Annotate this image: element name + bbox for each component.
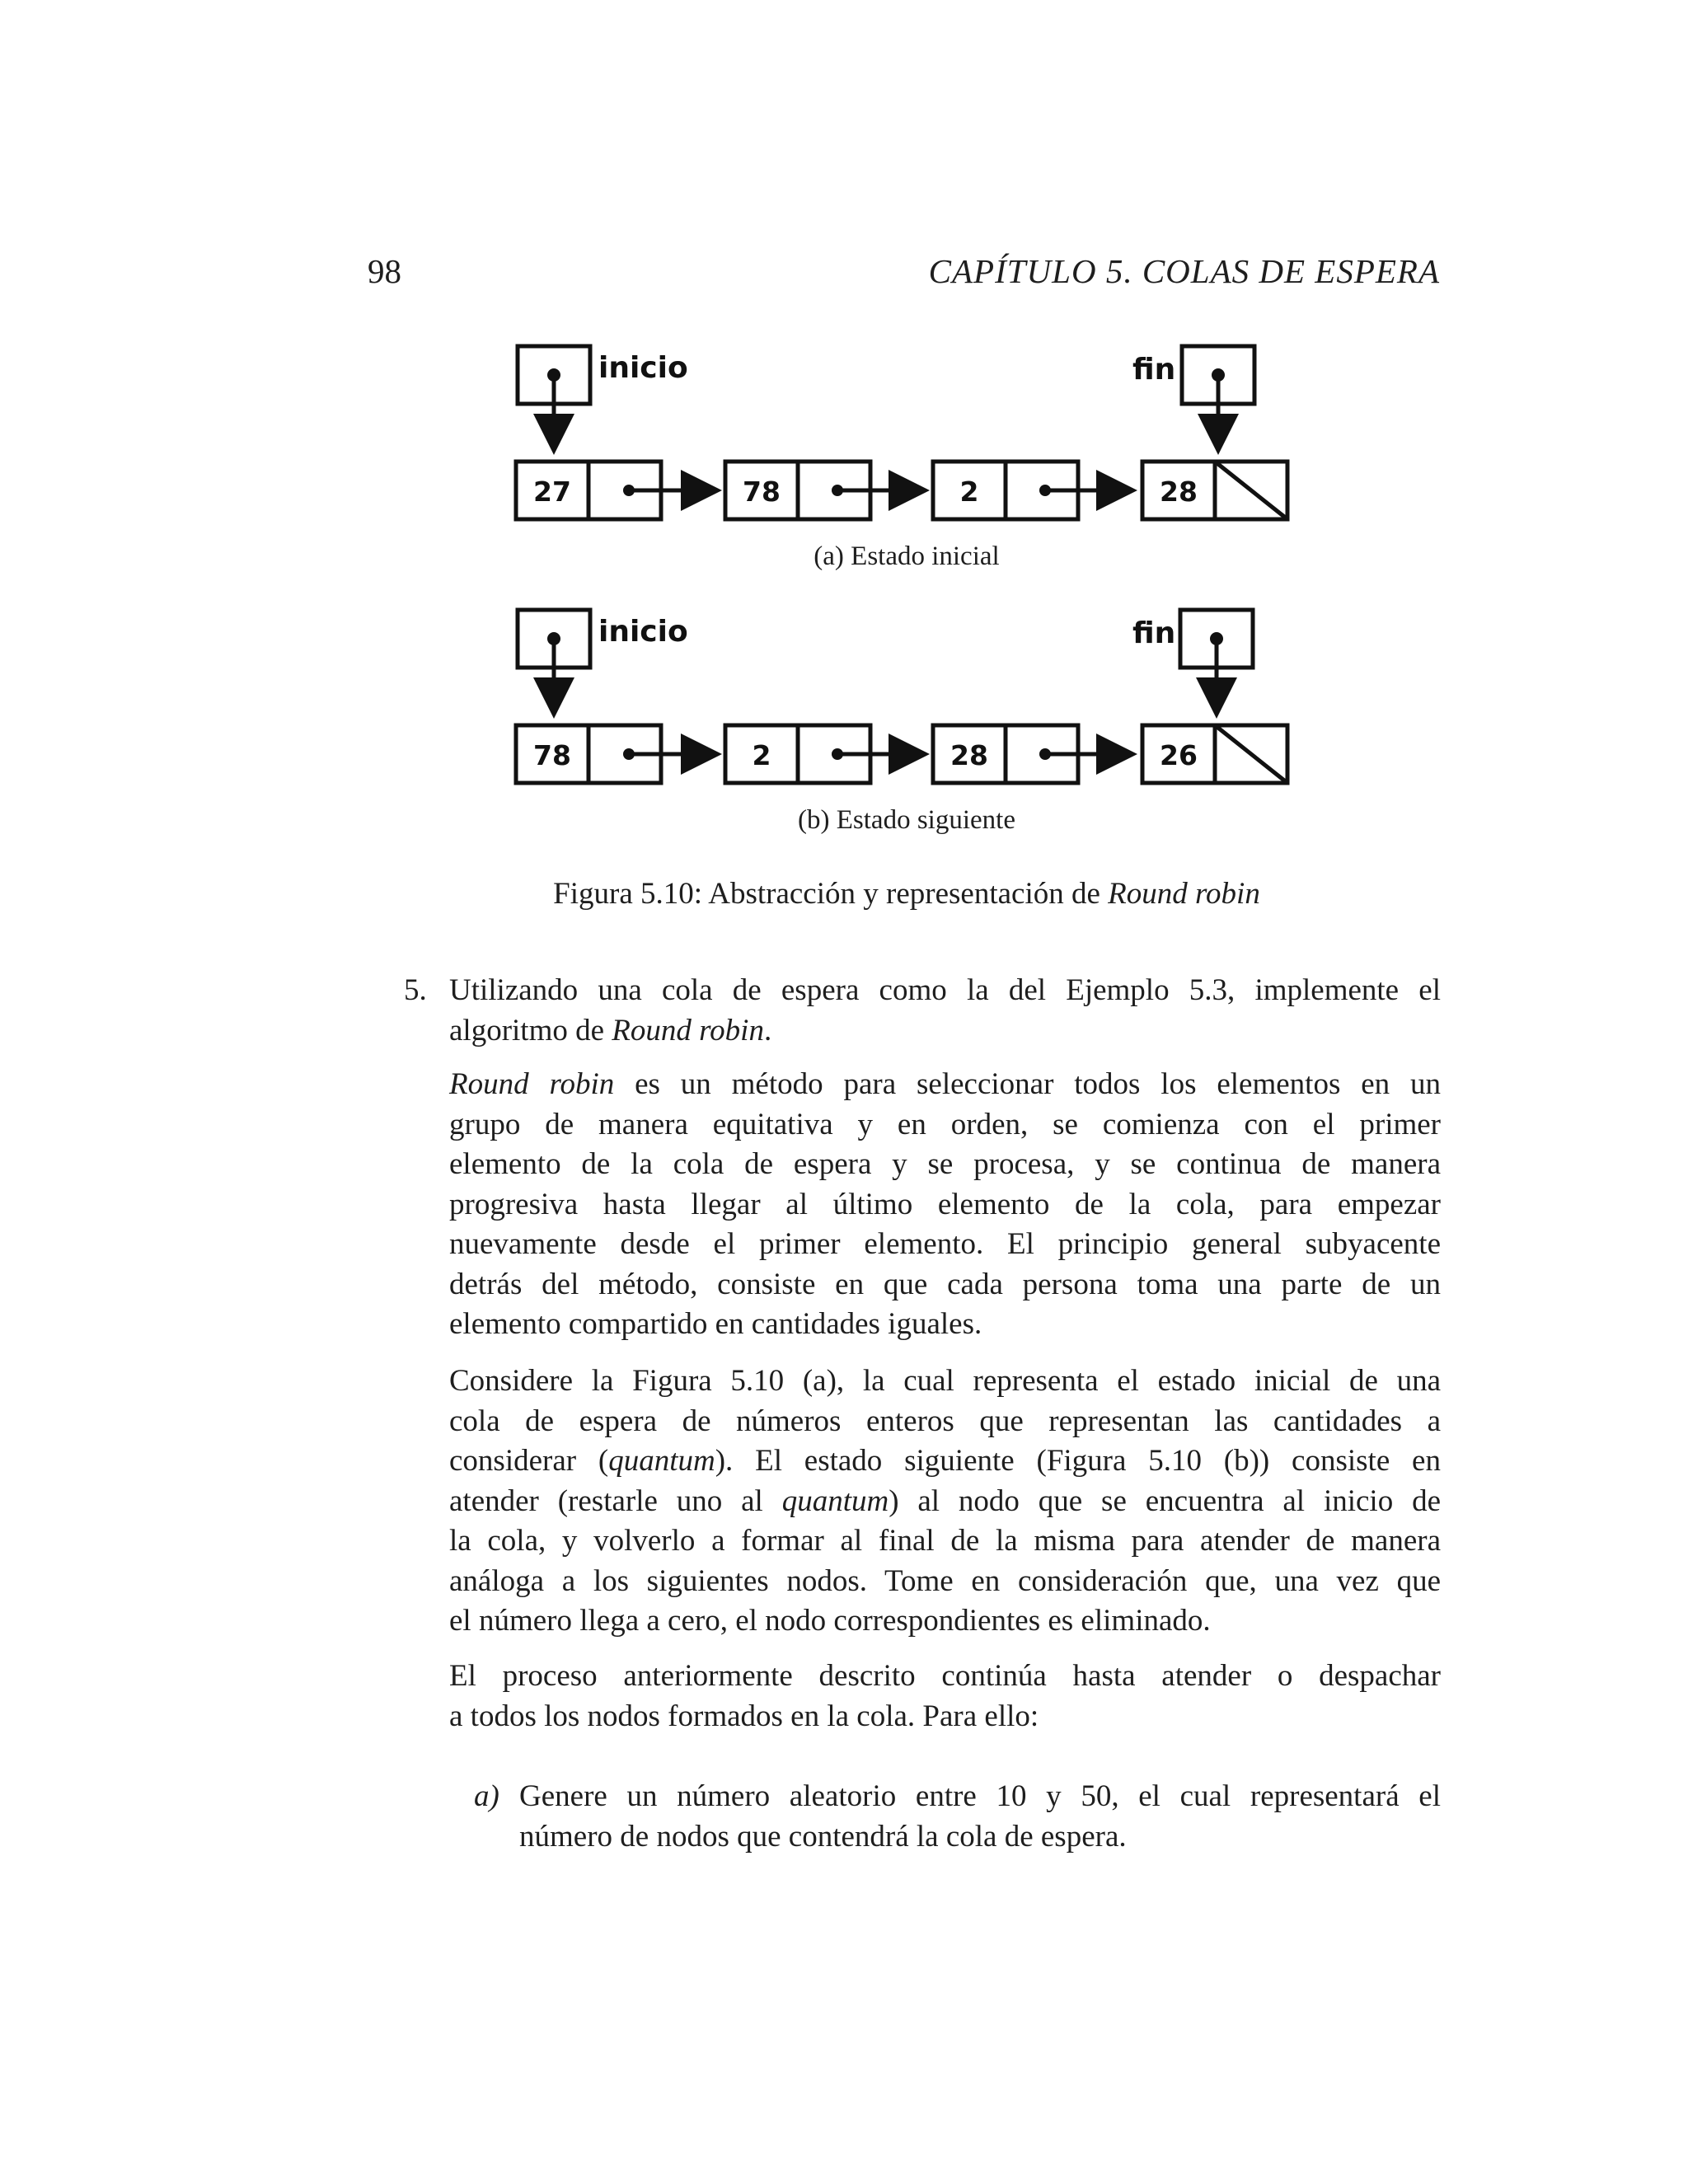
text-line: algoritmo de Round robin. — [449, 1013, 772, 1047]
paragraph-process — [449, 1657, 1441, 1736]
node-2 — [725, 725, 921, 783]
linked-list-diagram — [509, 338, 1301, 527]
node-value: 78 — [533, 739, 571, 771]
text-line: progresiva hasta llegar al último elemento de la cola, para empezar — [449, 1187, 1441, 1221]
text-line: considerar (quantum). El estado siguiente (Figura 5.10 (b)) consiste en — [449, 1444, 1441, 1478]
node-3 — [933, 462, 1129, 519]
linked-list-diagram — [509, 602, 1301, 791]
list-item-number: 5. — [404, 973, 427, 1007]
node-2 — [725, 462, 921, 519]
tail-label: fin — [1132, 616, 1176, 650]
queue-diagram-next — [509, 602, 1301, 791]
figure-caption-italic: Round robin — [1108, 877, 1260, 911]
text-line: atender (restarle uno al quantum) al nodo que se encuentra al inicio de — [449, 1483, 1441, 1518]
text-line: el número llega a cero, el nodo correspondientes es eliminado. — [449, 1604, 1211, 1638]
list-item-5 — [449, 971, 1441, 1051]
text-line: análoga a los siguientes nodos. Tome en consideración que, una vez que — [449, 1563, 1441, 1598]
text-line: El proceso anteriormente descrito continúa hasta atender o despachar — [449, 1659, 1441, 1693]
text-line: elemento de la cola de espera y se procesa, y se continua de manera — [449, 1147, 1441, 1181]
node-value: 78 — [743, 476, 781, 508]
text-line: nuevamente desde el primer elemento. El principio general subyacente — [449, 1227, 1441, 1261]
subfigure-caption-b: (b) Estado siguiente — [798, 805, 1015, 835]
node-4 — [1142, 725, 1287, 783]
head-label: inicio — [598, 351, 688, 385]
text-line: cola de espera de números enteros que representan las cantidades a — [449, 1404, 1441, 1438]
page-number: 98 — [368, 252, 401, 290]
text-line: Utilizando una cola de espera como la del Ejemplo 5.3, implemente el — [449, 973, 1441, 1007]
node-value: 2 — [959, 476, 979, 508]
text-line: número de nodos que contendrá la cola de espera. — [519, 1819, 1127, 1854]
node-value: 28 — [1160, 476, 1198, 508]
text-line: detrás del método, consiste en que cada persona toma una parte de un — [449, 1267, 1441, 1301]
text-line: la cola, y volverlo a formar al final de la misma para atender de manera — [449, 1524, 1441, 1558]
node-value: 27 — [533, 476, 571, 508]
sub-item-a — [519, 1777, 1441, 1857]
text-line: a todos los nodos formados en la cola. Para ello: — [449, 1699, 1039, 1733]
sub-item-label: a) — [474, 1779, 499, 1813]
node-3 — [933, 725, 1129, 783]
node-4 — [1142, 462, 1287, 519]
figure-caption — [412, 876, 1401, 912]
queue-diagram-initial — [509, 338, 1301, 527]
node-1 — [516, 462, 714, 519]
node-value: 2 — [752, 739, 771, 771]
paragraph-figure-description — [449, 1361, 1441, 1642]
node-1 — [516, 725, 714, 783]
paragraph-round-robin-definition — [449, 1065, 1441, 1345]
text-line: Round robin es un método para seleccionar todos los elementos en un — [449, 1067, 1441, 1101]
text-line: Considere la Figura 5.10 (a), la cual representa el estado inicial de una — [449, 1364, 1441, 1398]
figure-caption-text: Figura 5.10: Abstracción y representación de — [553, 877, 1109, 911]
node-value: 28 — [950, 739, 988, 771]
subfigure-caption-a: (a) Estado inicial — [814, 541, 1000, 571]
text-line: Genere un número aleatorio entre 10 y 50, el cual representará el — [519, 1779, 1441, 1813]
head-label: inicio — [598, 615, 688, 649]
text-line: elemento compartido en cantidades iguales. — [449, 1307, 982, 1341]
running-head: CAPÍTULO 5. COLAS DE ESPERA — [928, 252, 1440, 290]
tail-label: fin — [1132, 353, 1176, 387]
node-value: 26 — [1160, 739, 1198, 771]
text-line: grupo de manera equitativa y en orden, se comienza con el primer — [449, 1107, 1441, 1141]
